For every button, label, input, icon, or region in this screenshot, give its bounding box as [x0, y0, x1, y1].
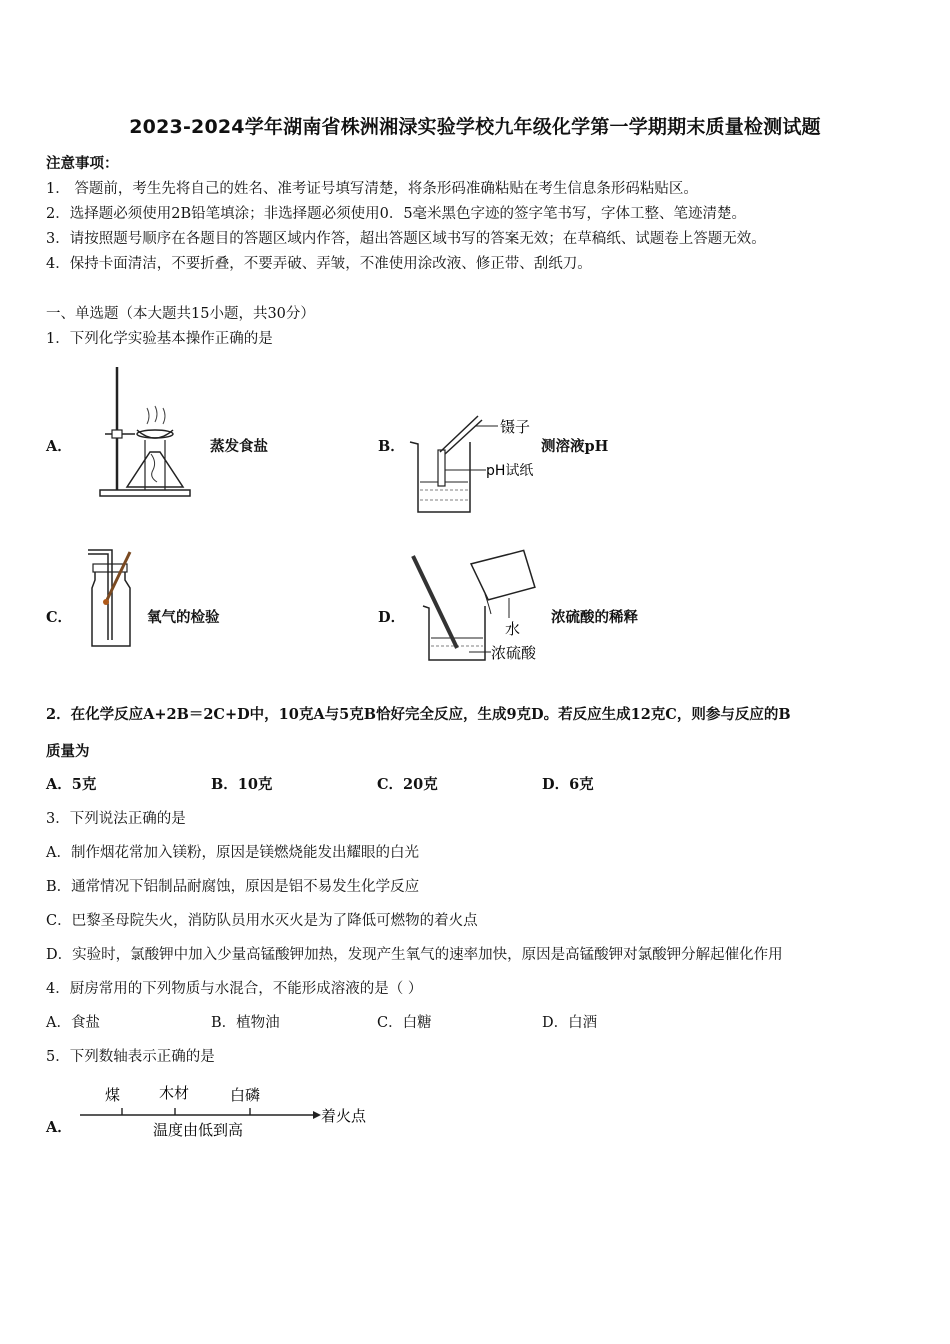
evaporation-apparatus-figure	[95, 362, 195, 502]
question-2-stem-cont: 质量为	[46, 743, 90, 760]
oxygen-test-figure	[80, 540, 142, 650]
q1-option-d-label: D．	[378, 609, 406, 626]
q2-option-b: B．10克	[211, 776, 273, 793]
q1-option-b-caption: 测溶液pH	[541, 438, 609, 455]
q3-option-c: C．巴黎圣母院失火，消防队员用水灭火是为了降低可燃物的着火点	[46, 913, 478, 929]
q5-option-a-label: A．	[46, 1119, 72, 1136]
q1-option-c-caption: 氧气的检验	[147, 609, 220, 626]
notice-item: 1． 答题前，考生先将自己的姓名、准考证号填写清楚，将条形码准确粘贴在考生信息条形码粘贴区。	[46, 181, 698, 197]
q4-option-d: D．白酒	[542, 1015, 598, 1031]
axis-end-label: 着火点	[321, 1107, 367, 1125]
tick-label-wood: 木材	[159, 1084, 190, 1102]
q4-option-b: B．植物油	[211, 1015, 280, 1031]
notice-heading: 注意事项：	[46, 155, 119, 172]
question-1-stem: 1．下列化学实验基本操作正确的是	[46, 331, 273, 347]
q2-option-a: A．5克	[46, 776, 97, 793]
notice-item: 2．选择题必须使用2B铅笔填涂；非选择题必须使用0．5毫米黑色字迹的签字笔书写，字体工整、笔迹清楚。	[46, 206, 747, 222]
question-4-stem: 4．厨房常用的下列物质与水混合，不能形成溶液的是（ ）	[46, 981, 423, 997]
question-5-stem: 5．下列数轴表示正确的是	[46, 1049, 215, 1065]
q1-option-b-label: B．	[378, 438, 405, 455]
notice-item: 3．请按照题号顺序在各题目的答题区域内作答，超出答题区域书写的答案无效；在草稿纸、试题卷上答题无效。	[46, 231, 766, 247]
q3-option-d: D．实验时，氯酸钾中加入少量高锰酸钾加热，发现产生氧气的速率加快，原因是高锰酸钾对氯酸钾分解起催化作用	[46, 947, 783, 963]
ph-test-figure	[400, 412, 545, 520]
q3-option-b: B．通常情况下铝制品耐腐蚀，原因是铝不易发生化学反应	[46, 879, 420, 895]
ph-paper-label: pH试纸	[486, 463, 534, 479]
water-label: 水	[505, 620, 521, 638]
section-heading: 一、单选题（本大题共15小题，共30分）	[46, 306, 315, 322]
axis-under-label: 温度由低到高	[153, 1121, 244, 1139]
tweezers-label: 镊子	[500, 418, 531, 436]
page-title: 2023-2024学年湖南省株洲湘渌实验学校九年级化学第一学期期末质量检测试题	[129, 116, 821, 138]
q4-option-a: A．食盐	[46, 1015, 100, 1031]
q1-option-a-label: A．	[46, 438, 72, 455]
q1-option-c-label: C．	[46, 609, 73, 626]
q2-option-c: C．20克	[377, 776, 438, 793]
q3-option-a: A．制作烟花常加入镁粉，原因是镁燃烧能发出耀眼的白光	[46, 845, 419, 861]
tick-label-white-phosphorus: 白磷	[230, 1086, 261, 1104]
question-3-stem: 3．下列说法正确的是	[46, 811, 186, 827]
acid-dilution-figure	[405, 548, 555, 666]
q2-option-d: D．6克	[542, 776, 594, 793]
number-line-figure	[75, 1078, 385, 1140]
acid-label: 浓硫酸	[491, 644, 537, 662]
q1-option-a-caption: 蒸发食盐	[210, 438, 268, 455]
question-2-stem: 2．在化学反应A+2B＝2C+D中，10克A与5克B恰好完全反应，生成9克D。若反应生成12克C，则参与反应的B	[46, 706, 791, 723]
tick-label-coal: 煤	[105, 1086, 121, 1104]
q4-option-c: C．白糖	[377, 1015, 432, 1031]
notice-item: 4．保持卡面清洁，不要折叠，不要弄破、弄皱，不准使用涂改液、修正带、刮纸刀。	[46, 256, 592, 272]
q1-option-d-caption: 浓硫酸的稀释	[551, 609, 638, 626]
